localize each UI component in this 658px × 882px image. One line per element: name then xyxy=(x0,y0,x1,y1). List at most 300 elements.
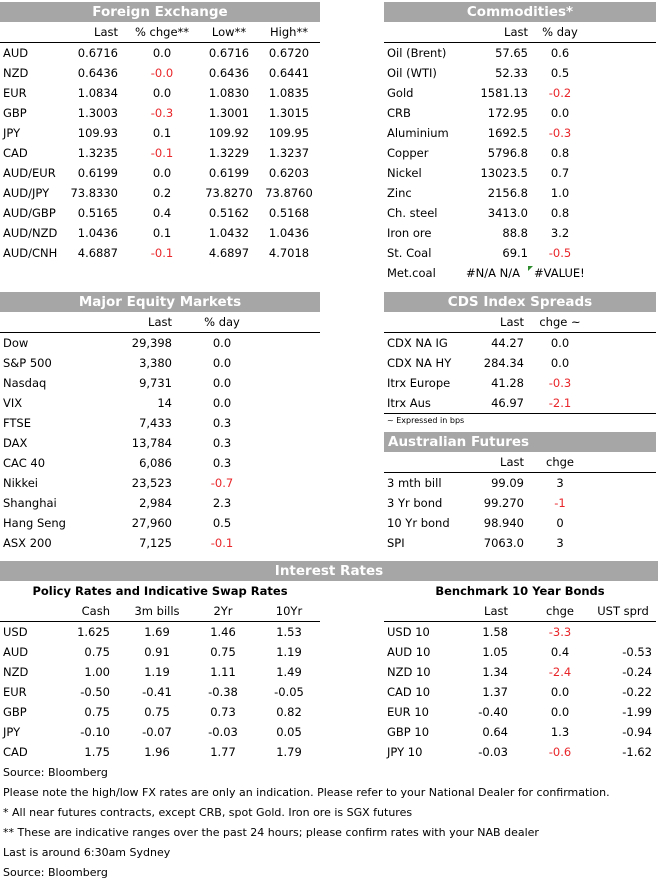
equity-row xyxy=(0,353,320,373)
policy-col-10yr: 10Yr xyxy=(275,604,303,618)
cds-title: CDS Index Spreads xyxy=(384,292,656,312)
bond-last: 1.05 xyxy=(482,645,508,659)
fx-last: 1.0834 xyxy=(77,86,118,100)
cds-chg: -0.3 xyxy=(548,376,572,390)
fx-low: 1.3229 xyxy=(208,146,250,160)
equity-header-row xyxy=(0,312,320,333)
fx-pair: AUD/NZD xyxy=(3,226,58,240)
equity-title: Major Equity Markets xyxy=(0,292,320,312)
fx-high: 0.6203 xyxy=(268,166,310,180)
futures-row xyxy=(384,513,656,533)
commodity-last: 1692.5 xyxy=(487,126,528,140)
policy-cash: 0.75 xyxy=(84,645,110,659)
equity-last: 3,380 xyxy=(139,356,172,370)
equity-row xyxy=(0,473,320,493)
futures-title: Australian Futures xyxy=(384,432,656,452)
commodity-chg: -0.2 xyxy=(548,86,572,100)
bond-chg: -0.6 xyxy=(548,745,572,759)
policy-cash: -0.10 xyxy=(80,725,110,739)
fx-chg: -0.0 xyxy=(150,66,174,80)
fx-last: 1.0436 xyxy=(77,226,118,240)
fx-col-high: High** xyxy=(270,25,308,39)
bond-name: CAD 10 xyxy=(387,685,431,699)
cds-chg: -2.1 xyxy=(548,396,572,410)
commodities-panel xyxy=(384,2,656,283)
bond-last: 1.34 xyxy=(482,665,508,679)
commodity-chg: 0.0 xyxy=(550,106,570,120)
policy-row xyxy=(0,742,320,762)
bonds-header-row xyxy=(384,601,656,622)
fx-last: 1.3235 xyxy=(77,146,118,160)
equity-chg: 0.3 xyxy=(212,416,232,430)
bond-name: JPY 10 xyxy=(387,745,423,759)
fx-pair: CAD xyxy=(3,146,28,160)
cds-name: Itrx Aus xyxy=(387,396,431,410)
bond-last: -0.40 xyxy=(478,705,508,719)
equity-row xyxy=(0,333,320,353)
fx-last: 109.93 xyxy=(77,126,118,140)
fx-high: 1.0436 xyxy=(268,226,310,240)
policy-10yr: 1.49 xyxy=(276,665,302,679)
equity-col-last: Last xyxy=(148,315,172,329)
bonds-title: Benchmark 10 Year Bonds xyxy=(435,584,605,598)
bond-chg: 1.3 xyxy=(550,725,570,739)
fx-pair: JPY xyxy=(3,126,21,140)
equity-last: 2,984 xyxy=(139,496,172,510)
cds-last: 46.97 xyxy=(491,396,524,410)
commodity-name: Zinc xyxy=(387,186,412,200)
fx-chg: 0.0 xyxy=(152,86,172,100)
fx-last: 0.6716 xyxy=(77,46,118,60)
fx-header-row xyxy=(0,22,320,43)
policy-row xyxy=(0,722,320,742)
equity-name: Nasdaq xyxy=(3,376,47,390)
commodities-title: Commodities* xyxy=(384,2,656,22)
footnote: * All near futures contracts, except CRB, spot Gold. Iron ore is SGX futures xyxy=(3,806,413,819)
equity-last: 27,960 xyxy=(131,516,172,530)
fx-high: 0.5168 xyxy=(268,206,310,220)
metcoal-last: #N/A N/A xyxy=(466,266,520,280)
policy-10yr: 1.79 xyxy=(276,745,302,759)
cds-chg: 0.0 xyxy=(550,336,570,350)
bond-row xyxy=(384,702,656,722)
equity-chg: 0.0 xyxy=(212,396,232,410)
fx-row xyxy=(0,143,320,163)
fx-low: 73.8270 xyxy=(205,186,253,200)
rates-panel xyxy=(0,561,658,581)
bond-name: EUR 10 xyxy=(387,705,429,719)
commodity-chg: -0.5 xyxy=(548,246,572,260)
bond-sprd: -0.53 xyxy=(622,645,652,659)
policy-ccy: CAD xyxy=(3,745,28,759)
policy-row xyxy=(0,642,320,662)
cds-name: CDX NA HY xyxy=(387,356,452,370)
bond-sprd: -1.62 xyxy=(622,745,652,759)
futures-row xyxy=(384,473,656,493)
futures-last: 7063.0 xyxy=(483,536,524,550)
fx-last: 73.8330 xyxy=(70,186,118,200)
futures-chg: 0 xyxy=(556,516,564,530)
equity-chg: 2.3 xyxy=(212,496,232,510)
bond-name: GBP 10 xyxy=(387,725,430,739)
policy-10yr: 1.53 xyxy=(276,625,302,639)
policy-bills: 0.91 xyxy=(144,645,170,659)
policy-bills: -0.07 xyxy=(142,725,172,739)
equity-table-body xyxy=(0,333,320,553)
fx-pair: AUD/GBP xyxy=(3,206,56,220)
commodity-chg: -0.3 xyxy=(548,126,572,140)
cds-note-row xyxy=(384,414,656,428)
fx-chg: 0.4 xyxy=(152,206,172,220)
futures-header-row xyxy=(384,452,656,473)
commodity-row xyxy=(384,203,656,223)
commodity-name: Aluminium xyxy=(387,126,449,140)
equity-chg: 0.0 xyxy=(212,336,232,350)
rates-title: Interest Rates xyxy=(0,561,658,581)
equity-last: 29,398 xyxy=(131,336,172,350)
fx-high: 0.6720 xyxy=(268,46,310,60)
futures-last: 99.09 xyxy=(491,476,524,490)
fx-high: 0.6441 xyxy=(268,66,310,80)
metcoal-chg: #VALUE! xyxy=(534,266,585,280)
equity-col-chg: % day xyxy=(204,315,240,329)
commodity-chg: 0.6 xyxy=(550,46,570,60)
equity-chg: 0.5 xyxy=(212,516,232,530)
cds-col-chg: chge ~ xyxy=(539,315,581,329)
policy-row xyxy=(0,622,320,642)
equity-chg: 0.3 xyxy=(212,456,232,470)
equity-last: 23,523 xyxy=(131,476,172,490)
fx-chg: -0.3 xyxy=(150,106,174,120)
fx-last: 0.6199 xyxy=(77,166,118,180)
footnote: Source: Bloomberg xyxy=(3,766,108,779)
bond-chg: -2.4 xyxy=(548,665,572,679)
fx-low: 0.6436 xyxy=(208,66,250,80)
fx-high: 109.95 xyxy=(268,126,310,140)
commodity-name: Ch. steel xyxy=(387,206,438,220)
fx-col-low: Low** xyxy=(211,25,247,39)
bond-chg: -3.3 xyxy=(548,625,572,639)
error-flag-icon xyxy=(528,266,533,271)
fx-low: 1.0830 xyxy=(208,86,250,100)
fx-row xyxy=(0,123,320,143)
futures-row xyxy=(384,493,656,513)
futures-table-body xyxy=(384,473,656,553)
fx-table-body xyxy=(0,43,320,263)
cds-row xyxy=(384,373,656,393)
bond-sprd: -1.99 xyxy=(622,705,652,719)
bonds-col-chg: chge xyxy=(546,604,574,618)
commodity-last: 5796.8 xyxy=(487,146,528,160)
policy-panel xyxy=(0,582,320,762)
equity-chg: 0.3 xyxy=(212,436,232,450)
policy-ccy: USD xyxy=(3,625,28,639)
cds-row xyxy=(384,333,656,353)
policy-cash: 1.00 xyxy=(84,665,110,679)
commodity-row xyxy=(384,243,656,263)
bond-sprd xyxy=(590,622,652,642)
policy-bills: 0.75 xyxy=(144,705,170,719)
fx-chg: 0.2 xyxy=(152,186,172,200)
equity-row xyxy=(0,513,320,533)
commodity-row xyxy=(384,223,656,243)
bond-name: AUD 10 xyxy=(387,645,431,659)
cds-note: ~ Expressed in bps xyxy=(387,416,465,425)
futures-col-chg: chge xyxy=(546,455,574,469)
policy-bills: 1.19 xyxy=(144,665,170,679)
policy-header-row xyxy=(0,601,320,622)
bond-name: USD 10 xyxy=(387,625,430,639)
bond-chg: 0.4 xyxy=(550,645,570,659)
policy-2yr: 1.46 xyxy=(210,625,236,639)
fx-col-last: Last xyxy=(94,25,118,39)
policy-2yr: 1.77 xyxy=(210,745,236,759)
equity-name: VIX xyxy=(3,396,23,410)
fx-high: 1.3237 xyxy=(268,146,310,160)
cds-name: CDX NA IG xyxy=(387,336,448,350)
fx-row xyxy=(0,63,320,83)
metcoal-row xyxy=(384,263,656,283)
bond-chg: 0.0 xyxy=(550,685,570,699)
commodity-chg: 0.8 xyxy=(550,146,570,160)
fx-pair: AUD/EUR xyxy=(3,166,56,180)
fx-low: 0.6716 xyxy=(208,46,250,60)
bond-last: 1.58 xyxy=(482,625,508,639)
futures-chg: 3 xyxy=(556,476,564,490)
fx-low: 1.3001 xyxy=(208,106,250,120)
policy-col-bills: 3m bills xyxy=(134,604,180,618)
commodity-name: Nickel xyxy=(387,166,422,180)
fx-chg: 0.0 xyxy=(152,46,172,60)
equity-last: 9,731 xyxy=(139,376,172,390)
commodity-last: 172.95 xyxy=(487,106,528,120)
bonds-col-sprd: UST sprd xyxy=(597,604,649,618)
commodity-row xyxy=(384,143,656,163)
futures-name: 10 Yr bond xyxy=(387,516,450,530)
bond-last: -0.03 xyxy=(478,745,508,759)
equity-name: Dow xyxy=(3,336,29,350)
fx-pair: GBP xyxy=(3,106,27,120)
commodity-row xyxy=(384,83,656,103)
cds-row xyxy=(384,353,656,373)
fx-chg: -0.1 xyxy=(150,146,174,160)
policy-table-body xyxy=(0,622,320,762)
policy-bills: -0.41 xyxy=(142,685,172,699)
bond-sprd: -0.22 xyxy=(622,685,652,699)
futures-last: 98.940 xyxy=(483,516,524,530)
equity-last: 7,433 xyxy=(139,416,172,430)
bond-row xyxy=(384,722,656,742)
commodity-row xyxy=(384,63,656,83)
commodities-header-row xyxy=(384,22,656,43)
equity-row xyxy=(0,373,320,393)
bond-row xyxy=(384,742,656,762)
policy-title: Policy Rates and Indicative Swap Rates xyxy=(32,584,288,598)
bond-sprd: -0.94 xyxy=(622,725,652,739)
equity-name: CAC 40 xyxy=(3,456,46,470)
cds-last: 284.34 xyxy=(483,356,524,370)
fx-pair: AUD/CNH xyxy=(3,246,58,260)
commodity-last: 88.8 xyxy=(502,226,528,240)
policy-row xyxy=(0,662,320,682)
bond-last: 1.37 xyxy=(482,685,508,699)
footnote: Please note the high/low FX rates are only an indication. Please refer to your National Dealer for confirmation. xyxy=(3,786,610,799)
equity-last: 14 xyxy=(157,396,172,410)
fx-pair: EUR xyxy=(3,86,27,100)
cds-header-row xyxy=(384,312,656,333)
fx-low: 4.6897 xyxy=(208,246,250,260)
fx-row xyxy=(0,223,320,243)
commodity-name: Oil (WTI) xyxy=(387,66,437,80)
policy-10yr: -0.05 xyxy=(274,685,304,699)
fx-row xyxy=(0,103,320,123)
equity-row xyxy=(0,393,320,413)
equity-name: DAX xyxy=(3,436,28,450)
commodities-col-chg: % day xyxy=(542,25,578,39)
footnote: Last is around 6:30am Sydney xyxy=(3,846,171,859)
bond-row xyxy=(384,662,656,682)
policy-col-cash: Cash xyxy=(81,604,110,618)
commodity-row xyxy=(384,163,656,183)
equity-chg: 0.0 xyxy=(212,376,232,390)
equity-last: 6,086 xyxy=(139,456,172,470)
bond-chg: 0.0 xyxy=(550,705,570,719)
commodity-row xyxy=(384,103,656,123)
cds-last: 44.27 xyxy=(491,336,524,350)
commodities-table-body xyxy=(384,43,656,263)
fx-title: Foreign Exchange xyxy=(0,2,320,22)
cds-last: 41.28 xyxy=(491,376,524,390)
equity-last: 7,125 xyxy=(139,536,172,550)
policy-2yr: 0.75 xyxy=(210,645,236,659)
cds-table-body xyxy=(384,333,656,414)
commodity-last: 3413.0 xyxy=(487,206,528,220)
fx-row xyxy=(0,183,320,203)
fx-pair: AUD xyxy=(3,46,29,60)
futures-chg: 3 xyxy=(556,536,564,550)
commodities-col-last: Last xyxy=(504,25,528,39)
equity-last: 13,784 xyxy=(131,436,172,450)
fx-high: 1.0835 xyxy=(268,86,310,100)
bond-row xyxy=(384,682,656,702)
commodity-chg: 3.2 xyxy=(550,226,570,240)
cds-name: Itrx Europe xyxy=(387,376,451,390)
equity-name: Hang Seng xyxy=(3,516,66,530)
policy-row xyxy=(0,702,320,722)
bonds-panel xyxy=(384,582,656,762)
commodity-last: 1581.13 xyxy=(480,86,528,100)
fx-pair: NZD xyxy=(3,66,29,80)
futures-row xyxy=(384,533,656,553)
equity-chg: -0.1 xyxy=(210,536,234,550)
fx-row xyxy=(0,163,320,183)
equity-chg: -0.7 xyxy=(210,476,234,490)
commodity-chg: 0.7 xyxy=(550,166,570,180)
commodity-name: St. Coal xyxy=(387,246,432,260)
metcoal-name: Met.coal xyxy=(387,266,436,280)
fx-row xyxy=(0,43,320,63)
equity-name: S&P 500 xyxy=(3,356,52,370)
fx-row xyxy=(0,203,320,223)
equity-chg: 0.0 xyxy=(212,356,232,370)
commodity-last: 52.33 xyxy=(495,66,528,80)
policy-cash: 1.625 xyxy=(77,625,110,639)
fx-low: 109.92 xyxy=(208,126,250,140)
fx-row xyxy=(0,243,320,263)
fx-last: 4.6887 xyxy=(77,246,118,260)
policy-10yr: 0.82 xyxy=(276,705,302,719)
fx-low: 0.5162 xyxy=(208,206,250,220)
bond-sprd: -0.24 xyxy=(622,665,652,679)
bonds-table-body xyxy=(384,622,656,762)
policy-ccy: GBP xyxy=(3,705,27,719)
fx-pair: AUD/JPY xyxy=(3,186,50,200)
bond-row xyxy=(384,642,656,662)
cds-col-last: Last xyxy=(500,315,524,329)
futures-chg: -1 xyxy=(554,496,566,510)
bond-name: NZD 10 xyxy=(387,665,431,679)
commodity-row xyxy=(384,123,656,143)
fx-high: 1.3015 xyxy=(268,106,310,120)
equity-row xyxy=(0,493,320,513)
equity-name: FTSE xyxy=(3,416,32,430)
policy-ccy: NZD xyxy=(3,665,29,679)
fx-high: 4.7018 xyxy=(268,246,310,260)
fx-low: 0.6199 xyxy=(208,166,250,180)
commodity-name: Gold xyxy=(387,86,414,100)
equity-name: Shanghai xyxy=(3,496,57,510)
commodity-last: 13023.5 xyxy=(480,166,528,180)
futures-name: 3 Yr bond xyxy=(387,496,443,510)
commodity-last: 2156.8 xyxy=(487,186,528,200)
commodity-name: Copper xyxy=(387,146,429,160)
policy-2yr: 0.73 xyxy=(210,705,236,719)
cds-chg: 0.0 xyxy=(550,356,570,370)
policy-ccy: AUD xyxy=(3,645,29,659)
bonds-col-last: Last xyxy=(484,604,508,618)
commodity-row xyxy=(384,183,656,203)
equity-name: Nikkei xyxy=(3,476,38,490)
commodity-chg: 0.8 xyxy=(550,206,570,220)
futures-panel xyxy=(384,432,656,553)
fx-last: 1.3003 xyxy=(77,106,118,120)
fx-chg: 0.1 xyxy=(152,126,172,140)
fx-last: 0.5165 xyxy=(77,206,118,220)
futures-col-last: Last xyxy=(500,455,524,469)
fx-col-chg: % chge** xyxy=(134,25,190,39)
bond-row xyxy=(384,622,656,642)
fx-low: 1.0432 xyxy=(208,226,250,240)
policy-cash: 0.75 xyxy=(84,705,110,719)
fx-chg: 0.1 xyxy=(152,226,172,240)
commodity-name: Oil (Brent) xyxy=(387,46,447,60)
commodity-last: 69.1 xyxy=(502,246,528,260)
cds-row xyxy=(384,393,656,414)
policy-row xyxy=(0,682,320,702)
policy-ccy: EUR xyxy=(3,685,27,699)
fx-chg: -0.1 xyxy=(150,246,174,260)
fx-row xyxy=(0,83,320,103)
equity-panel xyxy=(0,292,320,553)
policy-2yr: -0.38 xyxy=(208,685,238,699)
policy-bills: 1.69 xyxy=(144,625,170,639)
equity-row xyxy=(0,413,320,433)
equity-row xyxy=(0,453,320,473)
policy-cash: -0.50 xyxy=(80,685,110,699)
commodity-name: CRB xyxy=(387,106,411,120)
futures-last: 99.270 xyxy=(483,496,524,510)
equity-row xyxy=(0,433,320,453)
